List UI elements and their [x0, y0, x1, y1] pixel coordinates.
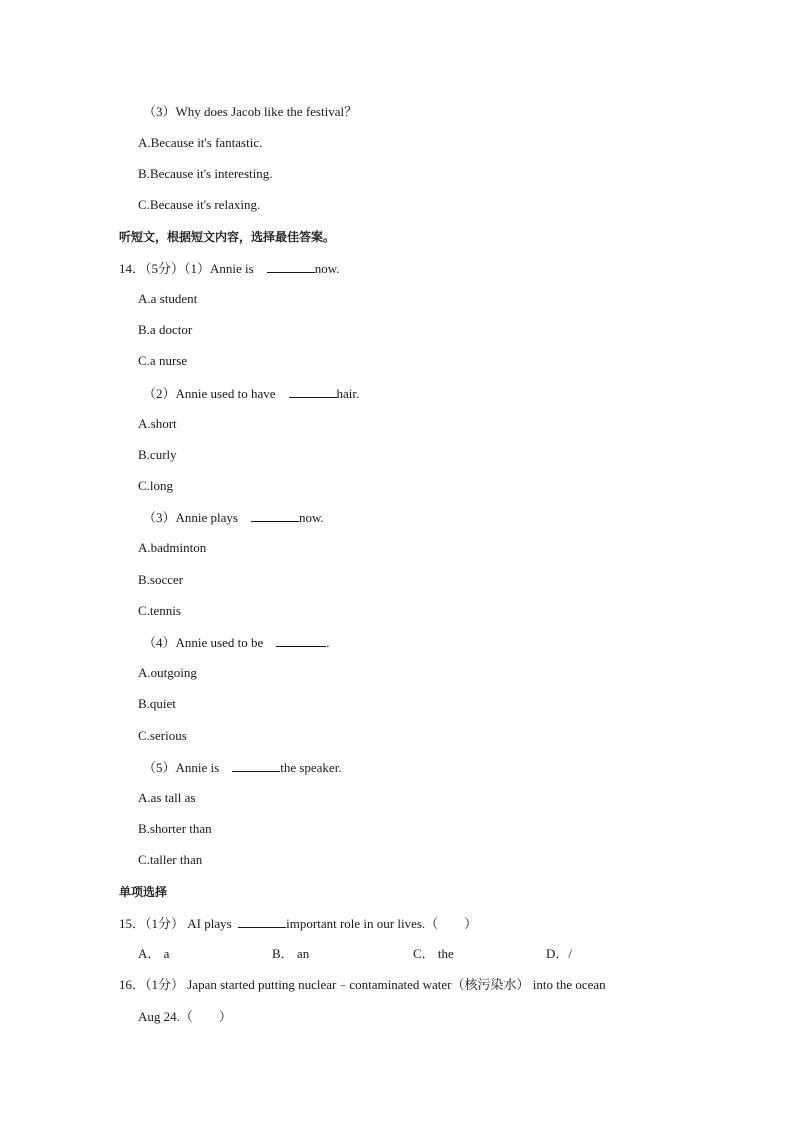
question-16-stem-line1: 16．（1分） Japan started putting nuclear﹣contaminated water（核污染水） into the ocean	[119, 977, 606, 992]
option-15-c: C． the	[413, 946, 454, 961]
question-14-4-after: .	[326, 635, 330, 650]
question-15-before: 15．（1分） AI plays	[119, 916, 232, 931]
question-14-2-after: hair.	[336, 386, 360, 401]
option-14-5-a: A.as tall as	[138, 790, 196, 805]
option-14-5-b: B.shorter than	[138, 821, 212, 836]
option-14-3-a: A.badminton	[138, 540, 207, 555]
question-14-3-after: now.	[298, 510, 324, 525]
question-15-after: important role in our lives.（ ）	[286, 916, 478, 931]
option-13-3-c: C.Because it's relaxing.	[138, 197, 261, 212]
option-14-1-c: C.a nurse	[138, 353, 188, 368]
question-13-3-stem: （3）Why does Jacob like the festival？	[143, 104, 358, 119]
question-14-5-after: the speaker.	[280, 760, 342, 775]
question-14-4-stem	[143, 634, 329, 651]
option-14-4-c: C.serious	[138, 728, 187, 743]
answer-blank	[276, 634, 326, 647]
question-14-5-stem	[143, 759, 342, 776]
option-14-2-c: C.long	[138, 478, 174, 493]
section-heading-single-choice: 单项选择	[119, 885, 168, 899]
option-14-2-a: A.short	[138, 416, 177, 431]
question-14-2-before: （2）Annie used to have	[143, 386, 276, 401]
option-15-a: A． a	[138, 946, 170, 961]
question-14-3-stem	[143, 509, 324, 526]
option-14-4-b: B.quiet	[138, 696, 176, 711]
question-14-3-before: （3）Annie plays	[143, 510, 238, 525]
option-13-3-b: B.Because it's interesting.	[138, 166, 273, 181]
section-heading-listening: 听短文，根据短文内容，选择最佳答案。	[119, 230, 336, 244]
answer-blank	[232, 759, 280, 772]
answer-blank	[251, 509, 299, 522]
option-14-4-a: A.outgoing	[138, 665, 197, 680]
question-16-stem-line2: Aug 24.（ ）	[138, 1009, 232, 1024]
option-14-5-c: C.taller than	[138, 852, 203, 867]
question-14-5-before: （5）Annie is	[143, 760, 220, 775]
option-14-3-c: C.tennis	[138, 603, 181, 618]
answer-blank	[238, 915, 286, 928]
option-14-3-b: B.soccer	[138, 572, 184, 587]
question-15-stem	[119, 915, 477, 932]
option-14-1-a: A.a student	[138, 291, 198, 306]
question-14-2-stem	[143, 385, 359, 402]
option-15-d: D．/	[546, 946, 573, 961]
question-14-1-stem	[119, 260, 340, 277]
question-14-4-before: （4）Annie used to be	[143, 635, 264, 650]
option-13-3-a: A.Because it's fantastic.	[138, 135, 263, 150]
question-14-1-before: 14．（5分）（1）Annie is	[119, 261, 254, 276]
option-14-2-b: B.curly	[138, 447, 177, 462]
option-15-b: B． an	[272, 946, 310, 961]
option-14-1-b: B.a doctor	[138, 322, 193, 337]
answer-blank	[267, 260, 315, 273]
answer-blank	[289, 385, 337, 398]
question-14-1-after: now.	[314, 261, 340, 276]
